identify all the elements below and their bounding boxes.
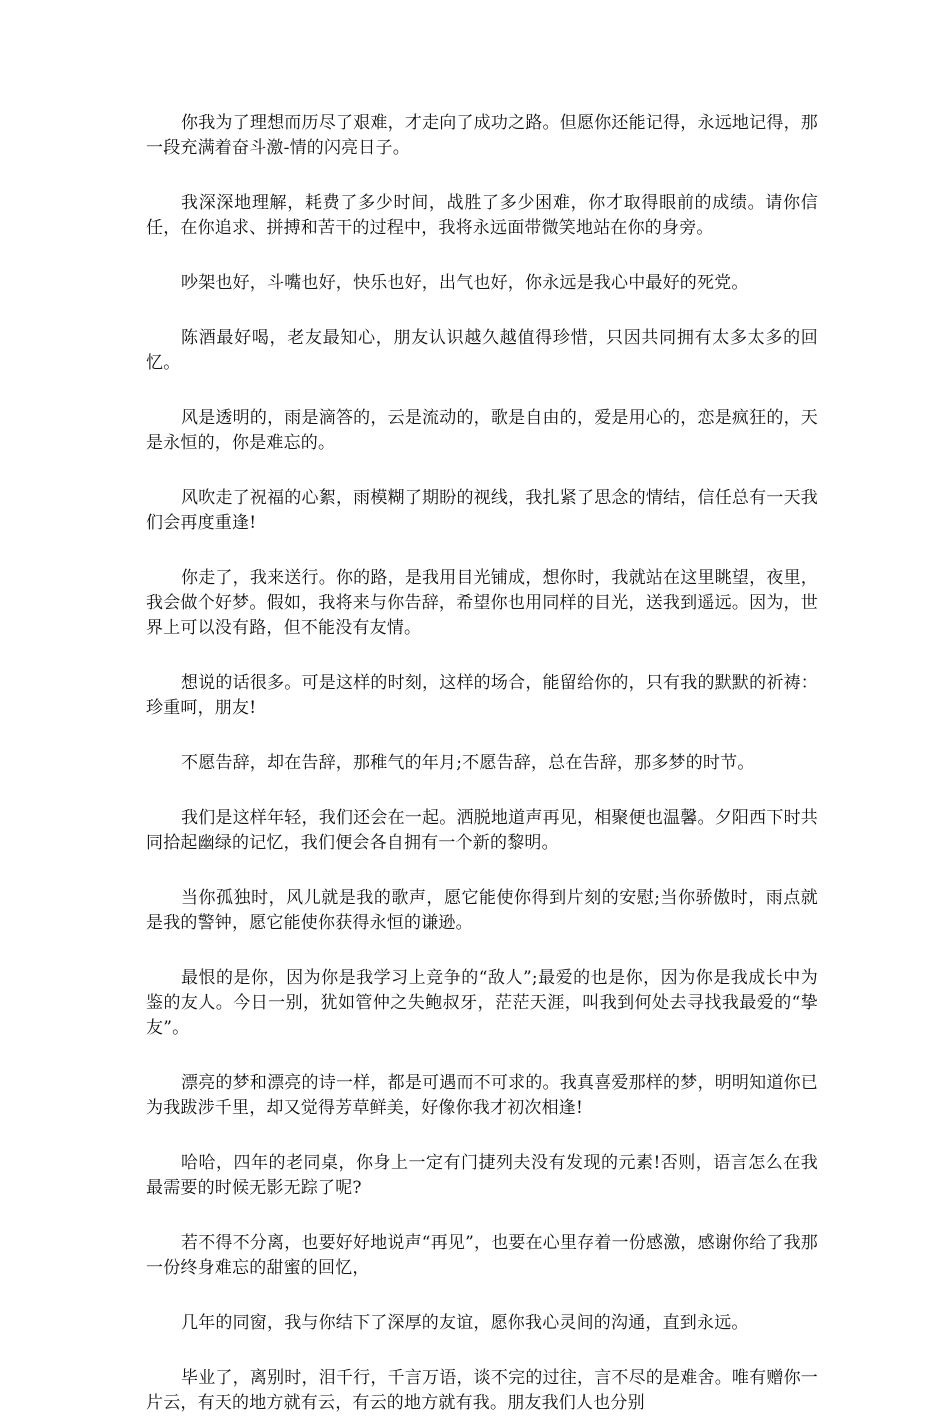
paragraph-4: 陈酒最好喝，老友最知心，朋友认识越久越值得珍惜，只因共同拥有太多太多的回忆。	[146, 328, 818, 373]
paragraph-2: 我深深地理解，耗费了多少时间，战胜了多少困难，你才取得眼前的成绩。请你信任，在你追求、拼搏和苦干的过程中，我将永远面带微笑地站在你的身旁。	[146, 193, 818, 238]
paragraph-10: 我们是这样年轻，我们还会在一起。洒脱地道声再见，相聚便也温馨。夕阳西下时共同拾起幽绿的记忆，我们便会各自拥有一个新的黎明。	[146, 808, 818, 853]
document-body	[146, 111, 818, 1416]
paragraph-17: 毕业了，离别时，泪千行，千言万语，谈不完的过往，言不尽的是难舍。唯有赠你一片云，有天的地方就有云，有云的地方就有我。朋友我们人也分别	[146, 1368, 818, 1413]
paragraph-11: 当你孤独时，风儿就是我的歌声，愿它能使你得到片刻的安慰;当你骄傲时，雨点就是我的警钟，愿它能使你获得永恒的谦逊。	[146, 888, 818, 933]
paragraph-1: 你我为了理想而历尽了艰难，才走向了成功之路。但愿你还能记得，永远地记得，那一段充满着奋斗激-情的闪亮日子。	[146, 113, 818, 158]
paragraph-9: 不愿告辞，却在告辞，那稚气的年月;不愿告辞，总在告辞，那多梦的时节。	[181, 753, 755, 773]
paragraph-15: 若不得不分离，也要好好地说声“再见”，也要在心里存着一份感激，感谢你给了我那一份终身难忘的甜蜜的回忆，	[146, 1233, 818, 1278]
paragraph-12: 最恨的是你，因为你是我学习上竞争的“敌人”;最爱的也是你，因为你是我成长中为鉴的友人。今日一别，犹如管仲之失鲍叔牙，茫茫天涯，叫我到何处去寻找我最爱的“挚友”。	[146, 968, 818, 1038]
paragraph-16: 几年的同窗，我与你结下了深厚的友谊，愿你我心灵间的沟通，直到永远。	[181, 1313, 749, 1333]
paragraph-13: 漂亮的梦和漂亮的诗一样，都是可遇而不可求的。我真喜爱那样的梦，明明知道你已为我跋涉千里，却又觉得芳草鲜美，好像你我才初次相逢!	[146, 1073, 818, 1118]
paragraph-8: 想说的话很多。可是这样的时刻，这样的场合，能留给你的，只有我的默默的祈祷：珍重呵，朋友!	[146, 673, 818, 718]
paragraph-14: 哈哈，四年的老同桌，你身上一定有门捷列夫没有发现的元素!否则，语言怎么在我最需要的时候无影无踪了呢?	[146, 1153, 818, 1198]
paragraph-3: 吵架也好，斗嘴也好，快乐也好，出气也好，你永远是我心中最好的死党。	[181, 273, 749, 293]
paragraph-5: 风是透明的，雨是滴答的，云是流动的，歌是自由的，爱是用心的，恋是疯狂的，天是永恒的，你是难忘的。	[146, 408, 818, 453]
paragraph-7: 你走了，我来送行。你的路，是我用目光铺成，想你时，我就站在这里眺望，夜里，我会做个好梦。假如，我将来与你告辞，希望你也用同样的目光，送我到遥远。因为，世界上可以没有路，但不能没有友情。	[146, 568, 818, 638]
paragraph-6: 风吹走了祝福的心絮，雨模糊了期盼的视线，我扎紧了思念的情结，信任总有一天我们会再度重逢!	[146, 488, 818, 533]
